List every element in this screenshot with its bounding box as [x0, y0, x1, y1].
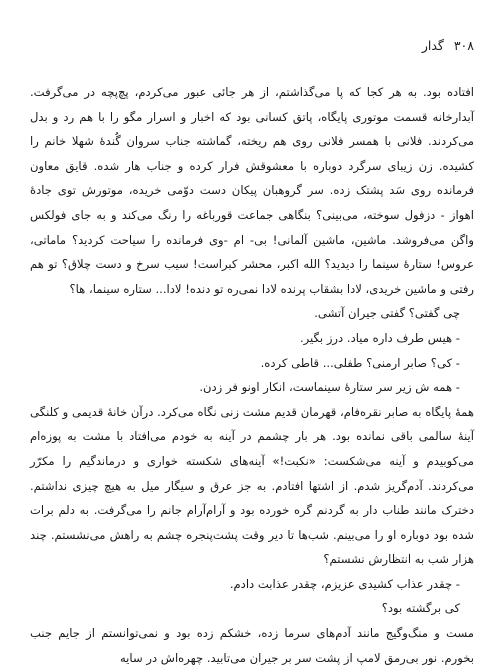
- paragraph: افتاده بود. به هر کجا که پا می‌گذاشتم، از هر جائی عبور می‌کردم، پچ‌پچه در می‌گرفت. آبدارخانه قسمت موتوری پایگاه، پاتق کسانی بود که اخبار و اسرار مگو را با هم رد و بدل می‌کردند. فلانی با همسر فلانی روی هم ریخته، گماشته جناب سروان گُندهٔ شهلا خانم را کشیده. زن زیبای سرگرد دوباره با معشوقش فرار کرده و جناب هار شده. قایق معاون فرمانده روی سَد پشتک زده. سر گروهبان پیکان دست دوّمی خریده، موتورش توی جادهٔ اهواز - دزفول سوخته، می‌بینی؟ بنگاهی جماعت قورباغه را رنگ می‌کند و به جای فولکس واگن می‌فروشد. ماشین، ماشین آلمانی! بی- ام -وی فرمانده را سیاحت کردید؟ ماماتی، عروس! ستارهٔ سینما را دیدید؟ الله اکبر، محشر کبراست! سیب سرخ و دست چلاق؟ تو هم رفتی و ماشین خریدی، لادا بشقاب پرنده لادا نمی‌ره تو دنده! لادا... ستاره سینما، ها؟: [30, 85, 474, 296]
- page-number: ۳۰۸: [453, 38, 474, 53]
- dialogue-line: - هیس طرف داره میاد. درز بگیر.: [299, 330, 460, 345]
- page-header: [396, 38, 474, 53]
- body-text: [30, 80, 474, 670]
- dialogue-line: - چقدر عذاب کشیدی عزیزم، چقدر عذابت دادم.: [229, 576, 460, 591]
- paragraph: مست و منگ‌وگیج مانند آدم‌های سرما زده، خشکم زده بود و نمی‌توانستم از جایم جنب بخورم. نور بی‌رمق لامپ از پشت سر بر جیران می‌تابید. چهره‌اش در سایه: [30, 626, 474, 665]
- dialogue-line: - کی؟ صابر ارمنی؟ طفلی... قاطی کرده.: [260, 355, 460, 370]
- paragraph: همهٔ پایگاه به صابر نقره‌فام، قهرمان قدیم مشت زنی نگاه می‌کرد. درآن خانهٔ قدیمی و کلنگی آینهٔ سالمی باقی نمانده بود. هر بار چشمم در آینه به خودم می‌افتاد با مشت به پوزه‌ام می‌کوبیدم و آینه می‌شکست: «نکبت!» آینه‌های شکسته خواری و درماندگیم را مکرّر می‌کردند. آدم‌گریز شدم. از اشتها افتادم. به جز عرق و سیگار میل به هیچ چیزی نداشتم. دخترک مانند طناب دار به گردنم گره خورده بود و آرام‌آرام جانم را می‌گرفت. به دلم برات شده بود دوباره او را می‌بینم. شب‌ها تا دیر وقت پشت‌پنجره چشم به راهش می‌نشستم. چند هزار شب به انتظارش نشستم؟: [30, 404, 474, 567]
- paragraph: کی برگشته بود؟: [381, 601, 460, 616]
- running-title: گدار: [421, 38, 444, 53]
- paragraph: چی گفتی؟ گفتی جیران آتشی.: [314, 306, 460, 321]
- dialogue-line: - همه ش زیر سر ستارهٔ سینماست، انکار اونو فر زدن.: [199, 380, 460, 395]
